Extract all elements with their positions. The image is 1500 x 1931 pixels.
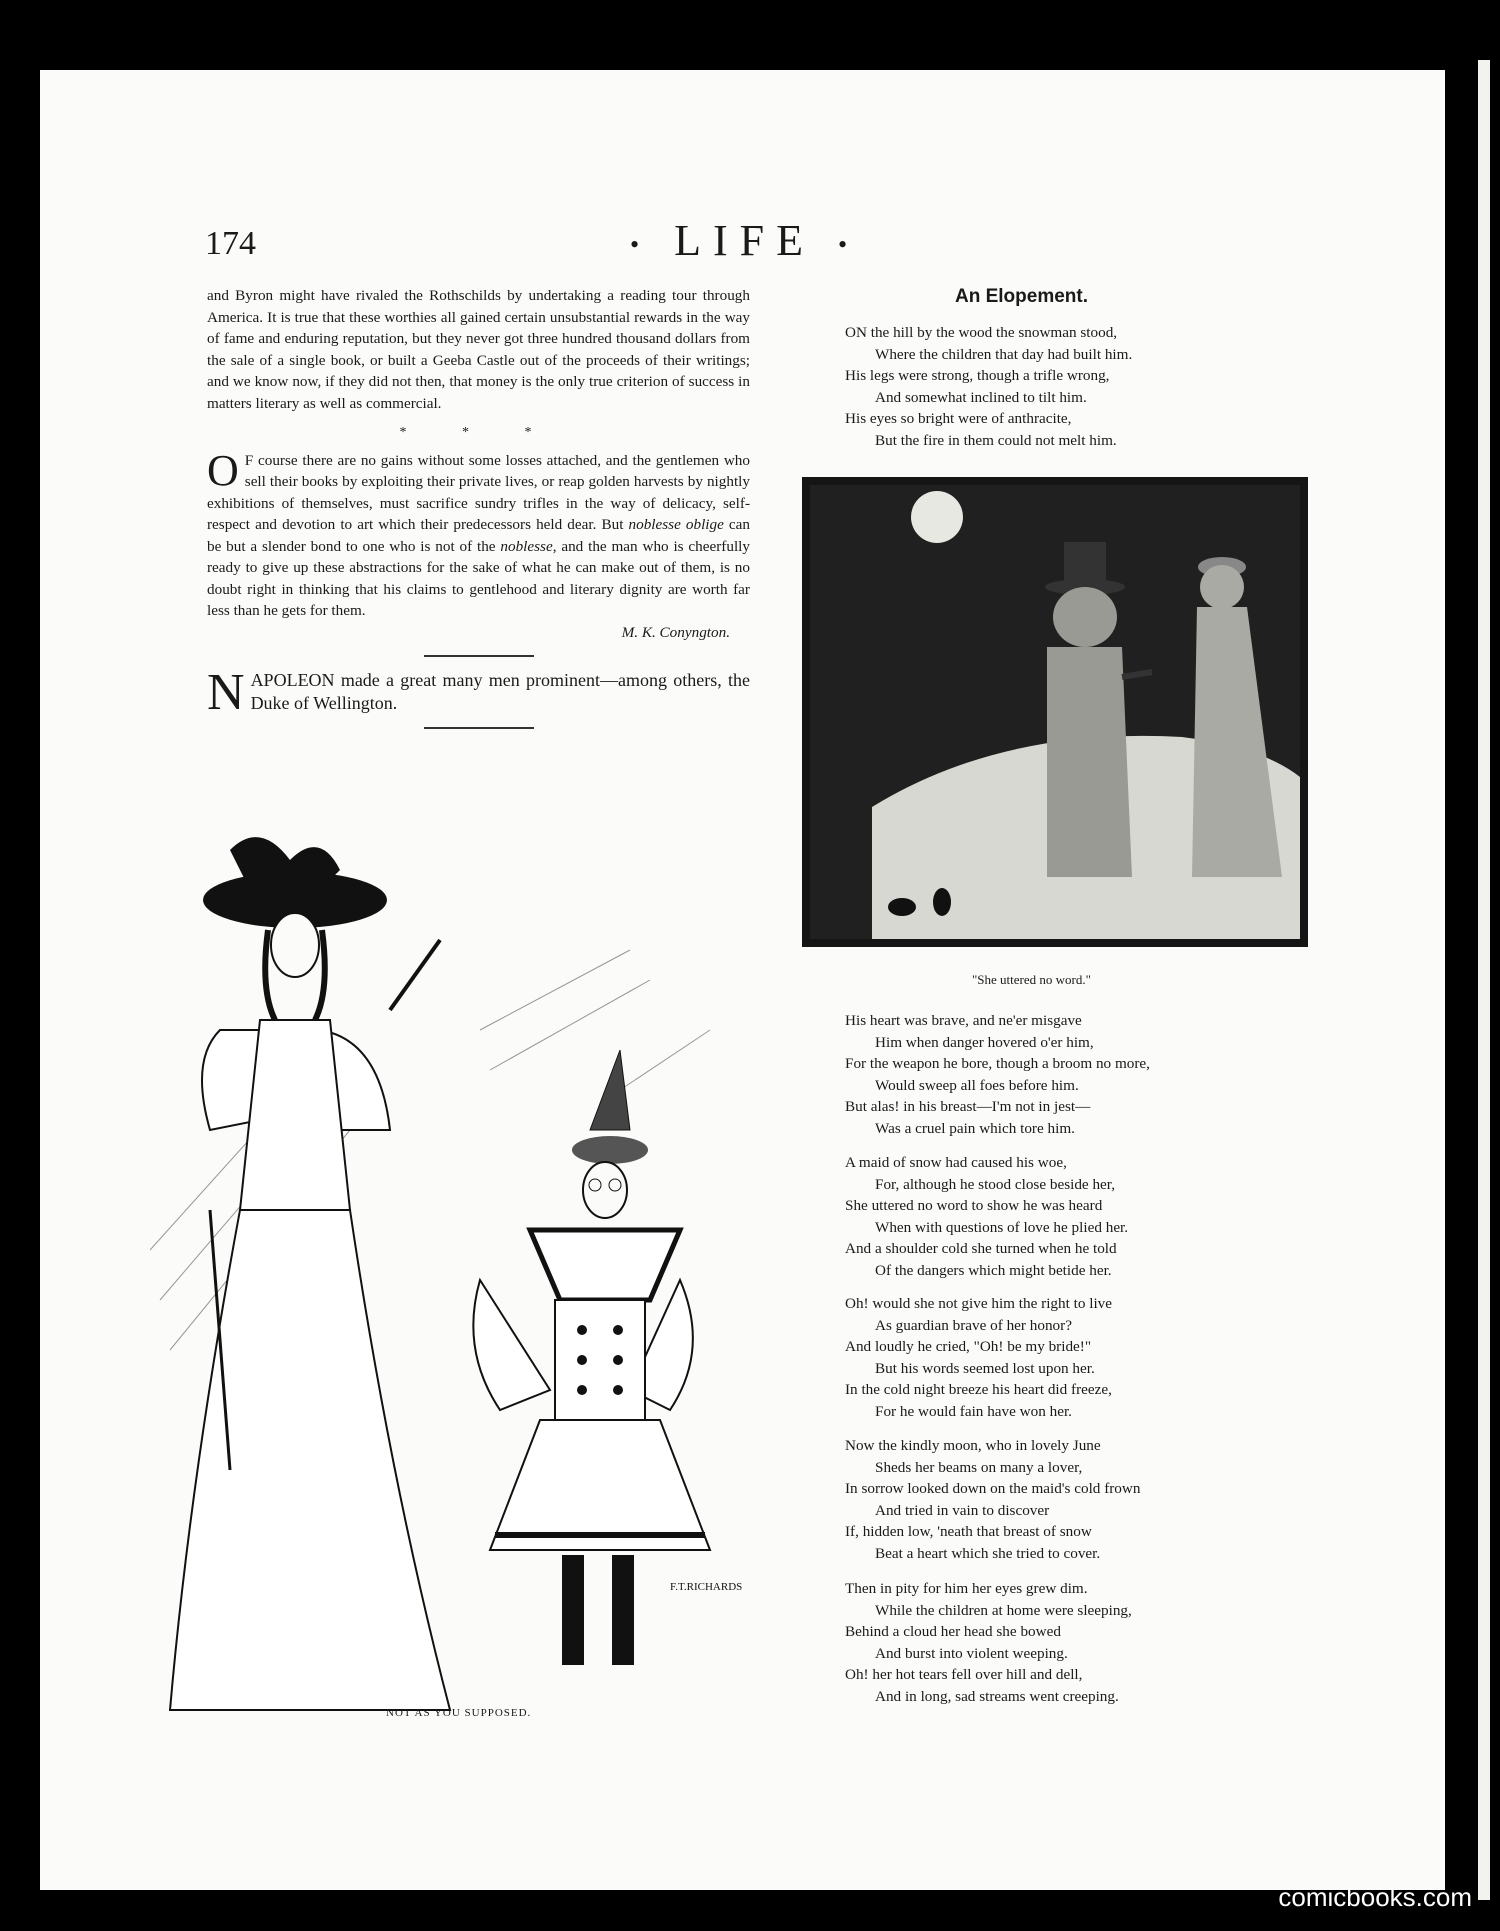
stanza-5 bbox=[845, 1435, 1140, 1564]
author-signature: M. K. Conyngton. bbox=[621, 623, 730, 641]
divider-rule-2 bbox=[424, 727, 534, 729]
paragraph-byron: and Byron might have rivaled the Rothschilds by undertaking a reading tour through America. It is true that these worthies all gained certain unsubstantial rewards in the way of fame and enduring reputation, but they never got three hundred thousand dollars from the sale of a single book, or built a Geeba Castle out of the proceeds of their writings; and we know now, if they did not then, that money is the only true criterion of success in matters literary as well as commercial. bbox=[207, 287, 750, 412]
dropcap-o: O bbox=[207, 445, 239, 495]
stanza-2 bbox=[845, 1010, 1150, 1139]
section-stars: * * * bbox=[399, 425, 558, 440]
verse-line: A maid of snow had caused his woe, bbox=[845, 1154, 1067, 1171]
verse-line: Beat a heart which she tried to cover. bbox=[875, 1544, 1101, 1562]
verse-line: But his words seemed lost upon her. bbox=[875, 1359, 1095, 1377]
verse-line: But the fire in them could not melt him. bbox=[875, 431, 1117, 449]
artist-signature: F.T.RICHARDS bbox=[670, 1581, 743, 1593]
masthead bbox=[630, 215, 859, 266]
masthead-title: LIFE bbox=[674, 216, 815, 265]
dropcap-n: N bbox=[207, 664, 245, 721]
verse-line: His eyes so bright were of anthracite, bbox=[845, 410, 1072, 427]
tall-woman-figure bbox=[170, 837, 450, 1710]
illustration-caption: NOT AS YOU SUPPOSED. bbox=[386, 1707, 532, 1719]
verse-line: In the cold night breeze his heart did freeze, bbox=[845, 1381, 1112, 1398]
verse-line: Oh! would she not give him the right to live bbox=[845, 1295, 1113, 1312]
poem-title: An Elopement. bbox=[955, 286, 1089, 307]
verse-line: Him when danger hovered o'er him, bbox=[875, 1033, 1094, 1051]
verse-line: In sorrow looked down on the maid's cold frown bbox=[845, 1480, 1141, 1497]
verse-line: And loudly he cried, "Oh! be my bride!" bbox=[845, 1338, 1092, 1355]
stanza-4 bbox=[845, 1293, 1112, 1422]
illustration-two-women bbox=[150, 830, 780, 1730]
verse-line: Behind a cloud her head she bowed bbox=[845, 1623, 1061, 1640]
stanza-3 bbox=[845, 1152, 1128, 1281]
verse-line: But alas! in his breast—I'm not in jest— bbox=[845, 1098, 1091, 1115]
masthead-dot-right: • bbox=[838, 229, 860, 259]
verse-line: For the weapon he bore, though a broom no more, bbox=[845, 1055, 1150, 1072]
verse-line: Now the kindly moon, who in lovely June bbox=[845, 1437, 1101, 1454]
verse-line: For he would fain have won her. bbox=[875, 1402, 1072, 1420]
stanza-6 bbox=[845, 1578, 1132, 1707]
verse-line: His heart was brave, and ne'er misgave bbox=[845, 1012, 1082, 1029]
paragraph-napoleon: NAPOLEON made a great many men prominent—among others, the Duke of Wellington. bbox=[207, 664, 750, 721]
verse-line: She uttered no word to show he was heard bbox=[845, 1197, 1103, 1214]
verse-line: While the children at home were sleeping, bbox=[875, 1601, 1132, 1619]
stanza-1 bbox=[845, 322, 1132, 451]
verse-line: Was a cruel pain which tore him. bbox=[875, 1119, 1075, 1137]
snowman-photo bbox=[802, 477, 1308, 947]
verse-line: And burst into violent weeping. bbox=[875, 1644, 1068, 1662]
verse-line: When with questions of love he plied her. bbox=[875, 1218, 1129, 1236]
short-woman-figure bbox=[473, 1050, 710, 1665]
left-column bbox=[207, 285, 750, 741]
site-watermark: comicbooks.com bbox=[1278, 1882, 1472, 1912]
verse-line: As guardian brave of her honor? bbox=[875, 1316, 1072, 1334]
verse-line: If, hidden low, 'neath that breast of snow bbox=[845, 1523, 1092, 1540]
verse-line: For, although he stood close beside her, bbox=[875, 1175, 1116, 1193]
verse-line: Where the children that day had built him. bbox=[875, 345, 1133, 363]
verse-line: Would sweep all foes before him. bbox=[875, 1076, 1079, 1094]
photo-caption: "She uttered no word." bbox=[972, 972, 1091, 987]
paragraph-noblesse: O F course there are no gains without some losses attached, and the gentlemen who sell their books by exploiting their private lives, or reap golden harvests by nightly exhibitions of themselves, must sacrifice sundry trifles in the way of delicacy, self-respect and devotion to art which their predecessors held dear. But noblesse oblige can be but a slender bond to one who is not of the noblesse, and the man who is cheerfully ready to give up these abstractions for the sake of what he can make out of them, is no doubt right in thinking that his claims to gentlehood and literary dignity are worth far less than he gets for them. bbox=[207, 445, 750, 619]
divider-rule bbox=[424, 655, 534, 657]
verse-line: And tried in vain to discover bbox=[875, 1501, 1050, 1519]
page-number: 174 bbox=[205, 225, 256, 262]
verse-line: His legs were strong, though a trifle wrong, bbox=[845, 367, 1110, 384]
masthead-dot-left: • bbox=[630, 229, 652, 259]
verse-line: Sheds her beams on many a lover, bbox=[875, 1458, 1083, 1476]
verse-line: And in long, sad streams went creeping. bbox=[875, 1687, 1119, 1705]
verse-line: Then in pity for him her eyes grew dim. bbox=[845, 1580, 1088, 1597]
next-page-edge bbox=[1478, 60, 1490, 1900]
verse-line: Oh! her hot tears fell over hill and dell, bbox=[845, 1666, 1083, 1683]
verse-line: And somewhat inclined to tilt him. bbox=[875, 388, 1087, 406]
verse-line: ON the hill by the wood the snowman stood, bbox=[845, 324, 1118, 341]
verse-line: Of the dangers which might betide her. bbox=[875, 1261, 1112, 1279]
verse-line: And a shoulder cold she turned when he told bbox=[845, 1240, 1117, 1257]
